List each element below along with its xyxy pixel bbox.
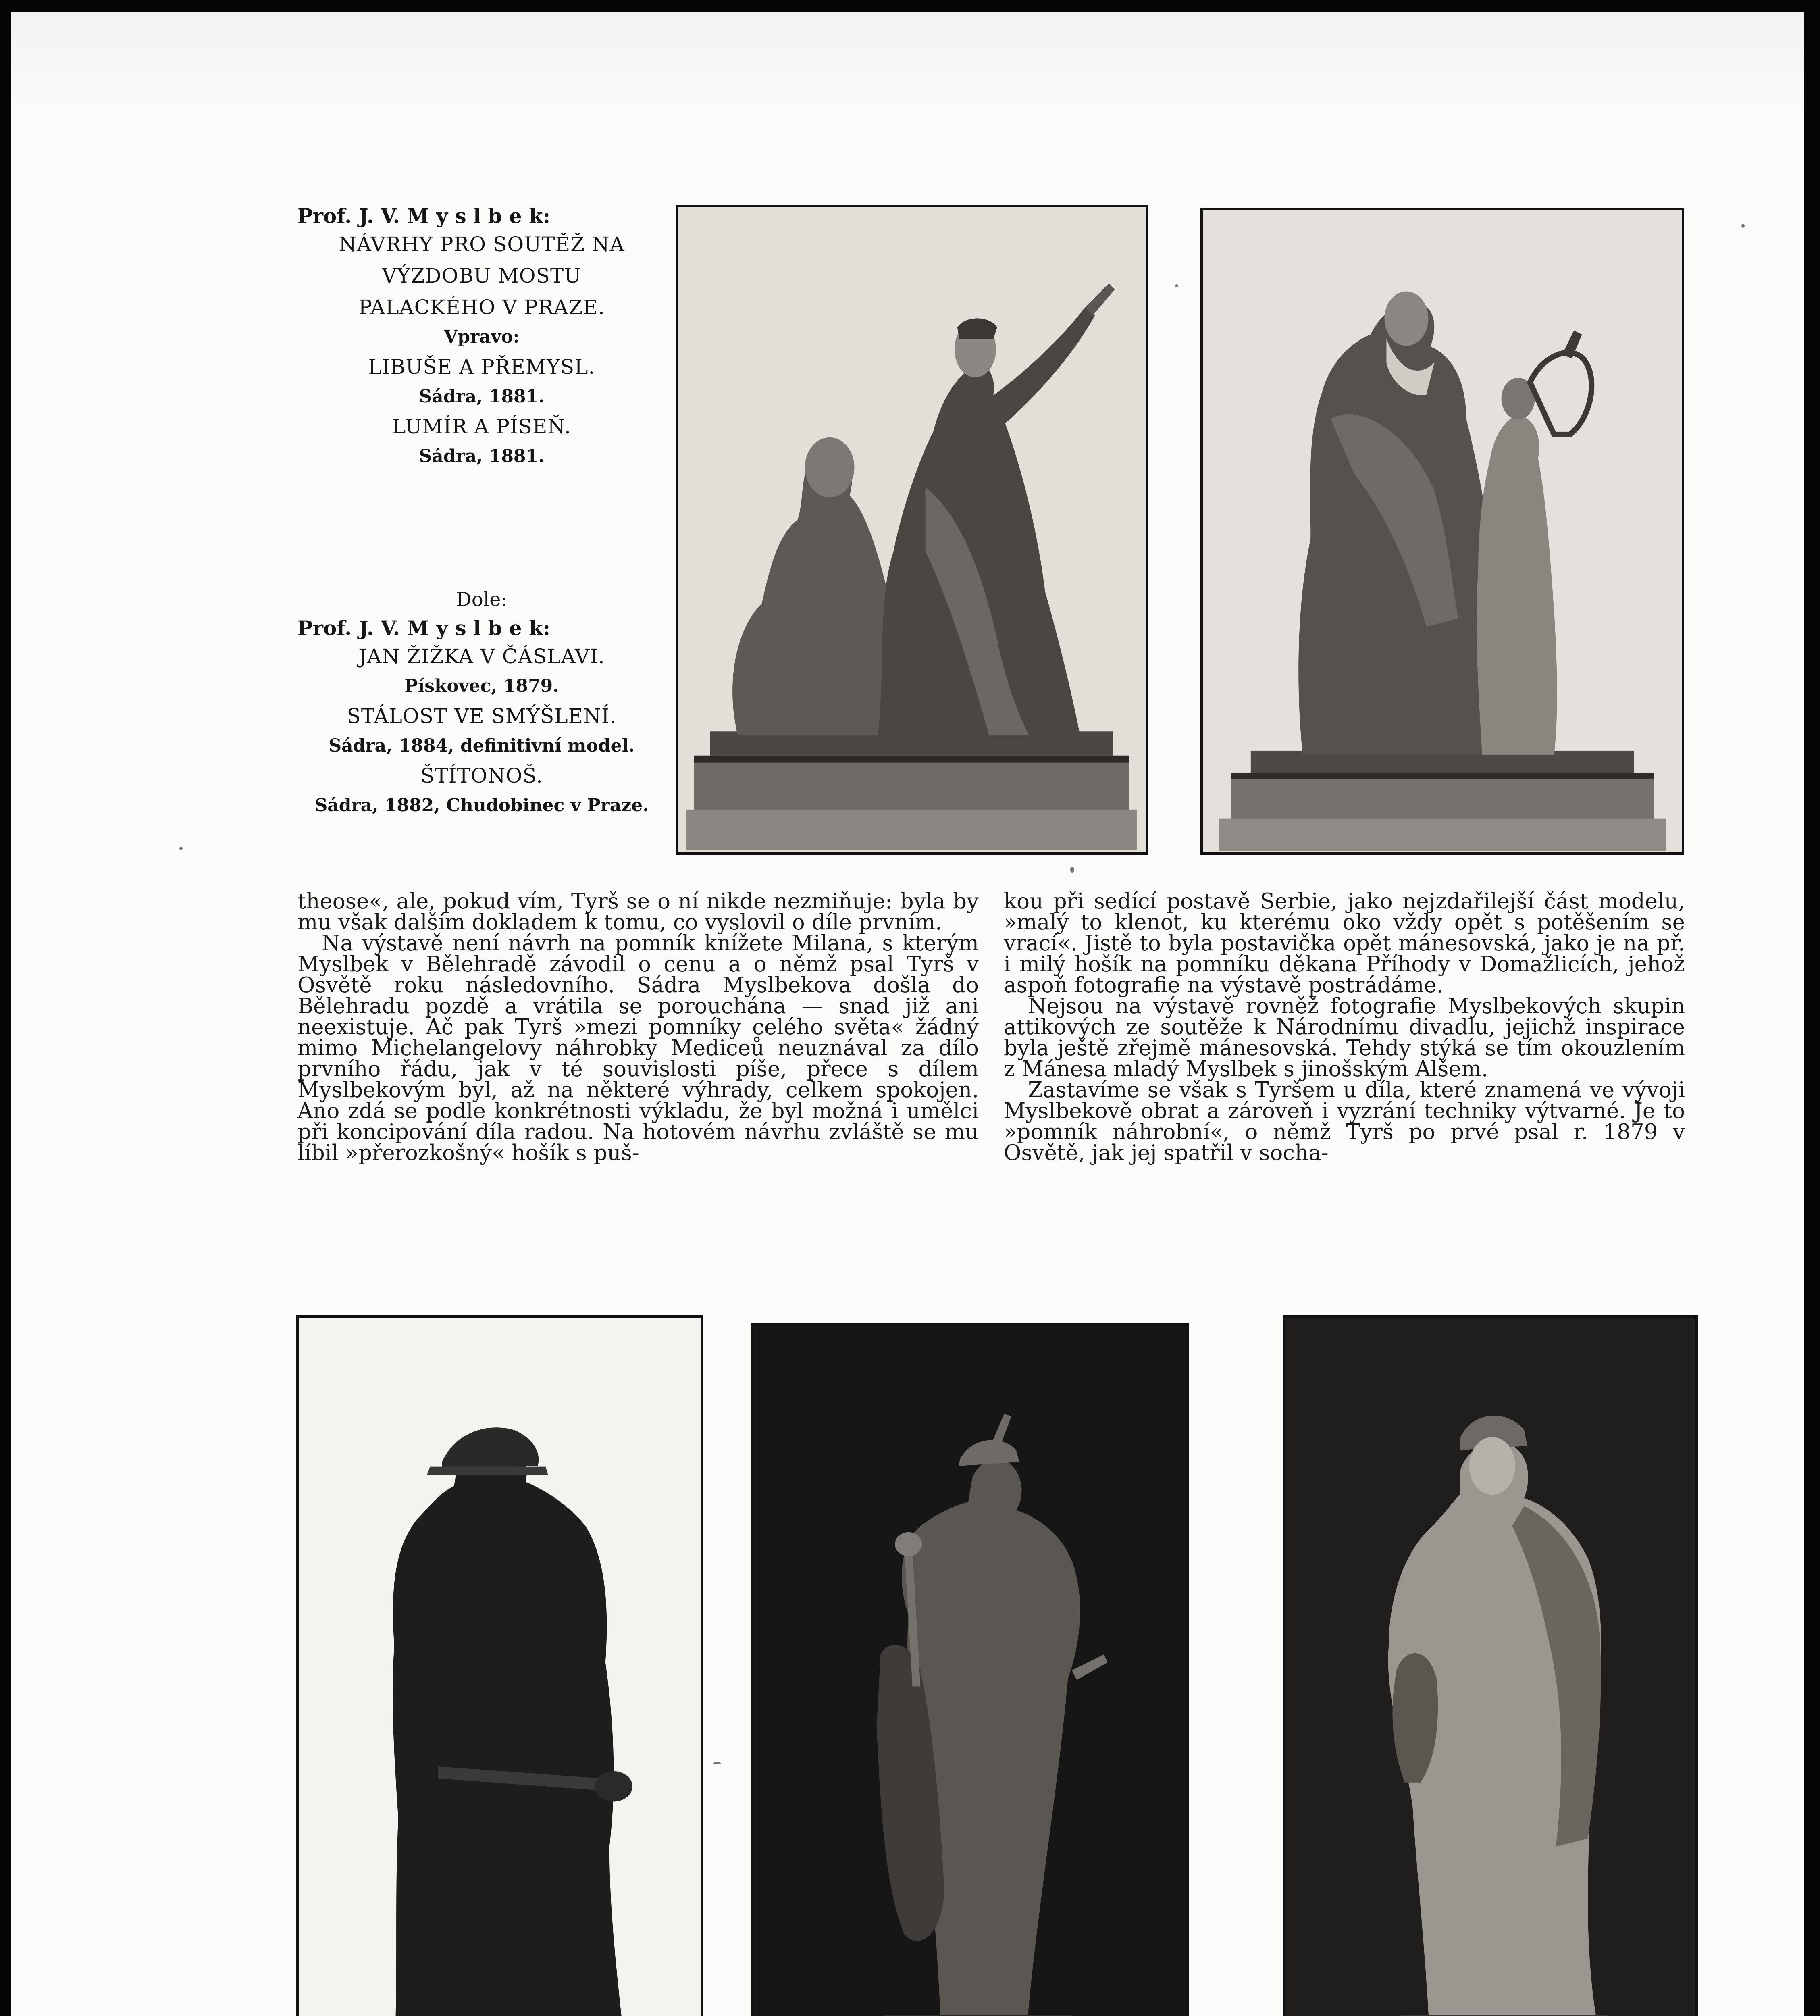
- caption-work-material: Pískovec, 1879.: [404, 676, 559, 696]
- scan-speck: [1070, 867, 1074, 873]
- caption-work-material: Sádra, 1881.: [419, 446, 545, 467]
- paragraph: kou při sedící postavě Serbie, jako nejzdařilejší část modelu, »malý to klenot, ku kterému oko vždy opět s potěšením se vrací«. Jistě to byla postavička opět mánesovská, jako je na př. i milý hošík na pomníku děkana Příhody v Domažlicích, jehož aspoň fotografie na výstavě postrádáme.: [1004, 889, 1685, 998]
- caption-work-material: Sádra, 1881.: [419, 386, 545, 407]
- caption-work-material: Sádra, 1882, Chudobinec v Praze.: [314, 795, 649, 816]
- scan-speck: [1741, 224, 1745, 228]
- caption-right-label: Vpravo:: [444, 327, 520, 347]
- article-column-left: [297, 891, 979, 1164]
- figure-caption: [290, 204, 673, 820]
- photo-jan-zizka: [296, 1315, 703, 2016]
- caption-work-title: JAN ŽIŽKA V ČÁSLAVI.: [358, 645, 605, 668]
- caption-author: Prof. J. V. M y s l b e k:: [297, 616, 551, 640]
- photo-stitonos: [1283, 1315, 1698, 2016]
- caption-work-title: LUMÍR A PÍSEŇ.: [392, 415, 571, 438]
- caption-work-title: STÁLOST VE SMÝŠLENÍ.: [347, 704, 617, 728]
- paragraph: theose«, ale, pokud vím, Tyrš se o ní nikde nezmiňuje: byla by mu však dalším dokladem k tomu, co vyslovil o díle prvním.: [297, 889, 979, 935]
- scan-speck: [1175, 284, 1178, 287]
- scan-speck: [713, 1762, 721, 1764]
- paragraph: Zastavíme se však s Tyršem u díla, které znamená ve vývoji Myslbekově obrat a zároveň i vyzrání techniky výtvarné. Je to »pomník náhrobní«, o němž Tyrš po prvé psal r. 1879 v Osvětě, jak jej spatřil v socha-: [1004, 1078, 1685, 1165]
- caption-title-line: PALACKÉHO V PRAZE.: [358, 296, 605, 319]
- article-column-right: [1004, 891, 1685, 1164]
- caption-author: Prof. J. V. M y s l b e k:: [297, 204, 551, 228]
- paragraph: Nejsou na výstavě rovněž fotografie Myslbekových skupin attikových ze soutěže k Národnímu divadlu, jejichž inspirace byla ještě zřejmě mánesovská. Tehdy stýká se tím okouzlením z Mánesa mladý Myslbek s jinošským Alšem.: [1004, 994, 1685, 1081]
- paragraph: Na výstavě není návrh na pomník knížete Milana, s kterým Myslbek v Bělehradě závodil o cenu a o němž psal Tyrš v Osvětě roku následovního. Sádra Myslbekova došla do Bělehradu pozdě a vrátila se porouchána — snad již ani neexistuje. Ač pak Tyrš »mezi pomníky celého světa« žádný mimo Michelangelovy náhrobky Mediceů neuznával za dílo prvního řádu, jak v té souvislosti píše, přece s dílem Myslbekovým byl, až na některé výhrady, celkem spokojen. Ano zdá se podle konkrétnosti výkladu, že byl možná i umělci při koncipování díla radou. Na hotovém návrhu zvláště se mu líbil »přerozkošný« hošík s puš-: [297, 931, 979, 1165]
- caption-title-line: NÁVRHY PRO SOUTĚŽ NA: [339, 233, 625, 256]
- scan-speck: [179, 847, 183, 850]
- caption-work-title: LIBUŠE A PŘEMYSL.: [368, 355, 595, 379]
- caption-work-material: Sádra, 1884, definitivní model.: [329, 735, 635, 756]
- caption-work-title: ŠTÍTONOŠ.: [420, 764, 543, 787]
- photo-libuse-a-premysl: [676, 205, 1148, 855]
- photo-stalost-ve-smysleni: [751, 1323, 1189, 2016]
- caption-below-label: Dole:: [456, 588, 508, 611]
- caption-title-line: VÝZDOBU MOSTU: [382, 264, 582, 287]
- photo-lumir-a-pisen: [1200, 208, 1684, 855]
